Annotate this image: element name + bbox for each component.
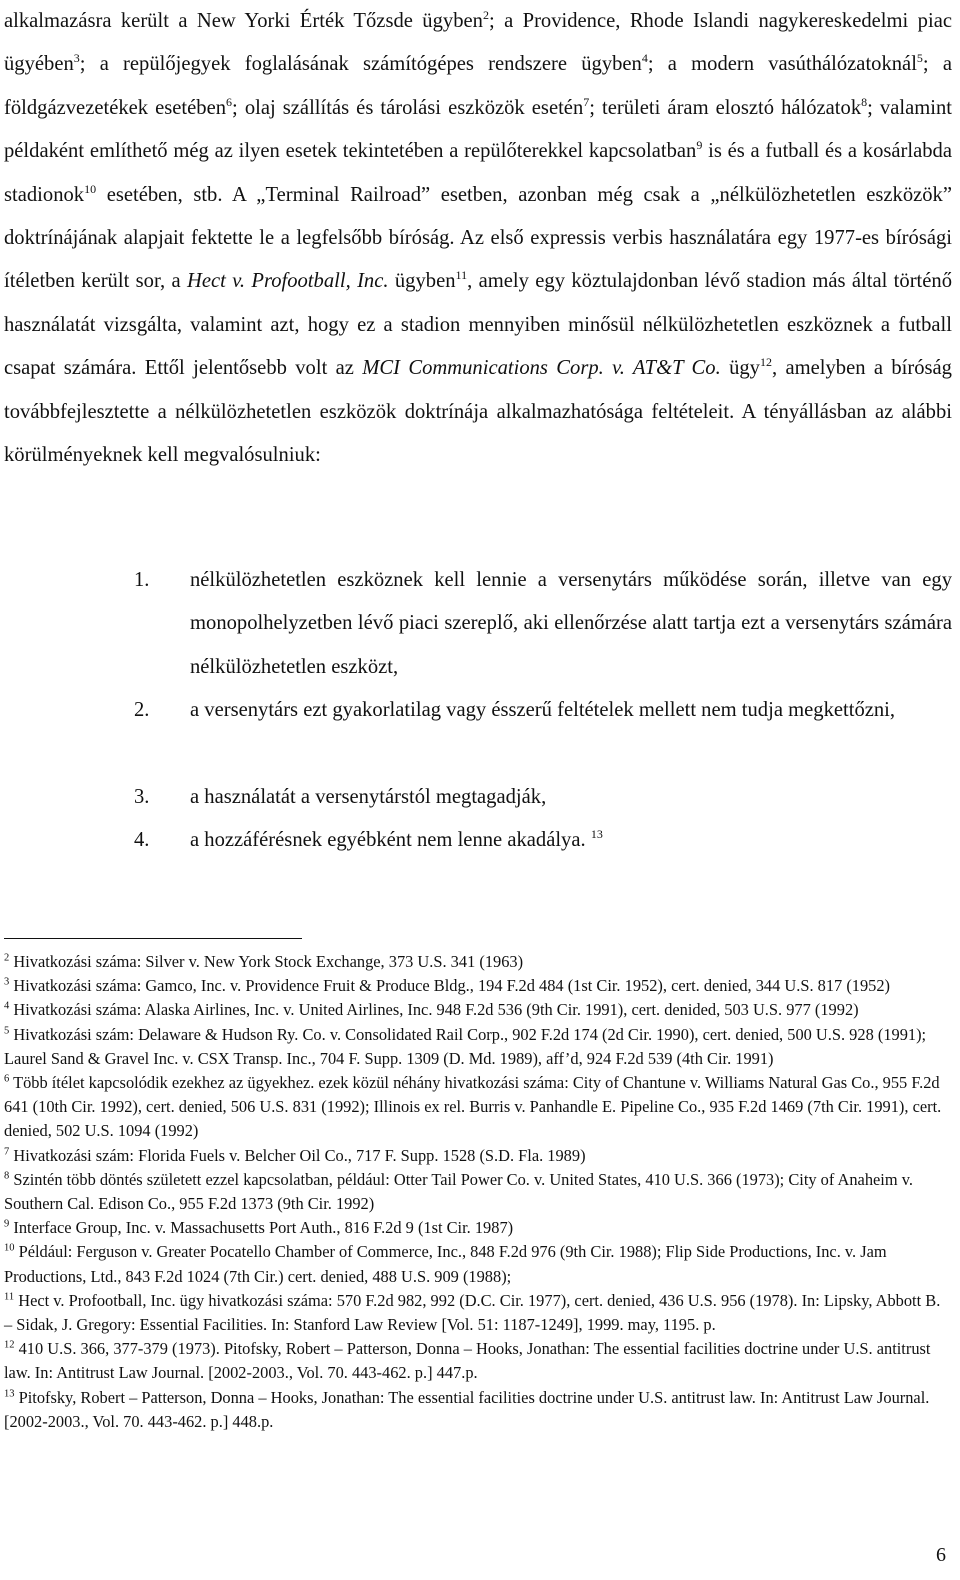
list-text <box>190 819 952 862</box>
footnote-ref[interactable]: 9 <box>696 138 703 153</box>
footnote-number: 2 <box>4 952 10 964</box>
footnote <box>4 1144 952 1168</box>
footnote <box>4 998 952 1022</box>
footnote-ref[interactable]: 10 <box>84 181 97 196</box>
footnote-number: 10 <box>4 1242 15 1254</box>
footnote-number: 9 <box>4 1218 10 1230</box>
list-text-run: a hozzáférésnek egyébként nem lenne akadálya. <box>190 829 586 851</box>
footnote-text: Hivatkozási száma: Alaska Airlines, Inc. v. United Airlines, Inc. 948 F.2d 536 (9th Cir. 1991), cert. denided, 503 U.S. 977 (1992) <box>13 1000 859 1020</box>
text-run: ügy <box>720 357 760 380</box>
text-run: ; olaj szállítás és tárolási eszközök esetén <box>232 96 584 119</box>
text-run: ; a repülőjegyek foglalásának számítógépes rendszere ügyben <box>79 53 642 76</box>
text-run: is és a futball és a kosárlabda stadionok <box>4 140 952 206</box>
footnote-text: Szintén több döntés született ezzel kapcsolatban, például: Otter Tail Power Co. v. United States, 410 U.S. 366 (1973); City of Anaheim v. Southern Cal. Edison Co., 955 F.2d 1373 (9th Cir. 1992) <box>4 1169 913 1214</box>
footnote-number: 13 <box>4 1388 15 1400</box>
text-run: ; valamint példaként említhető még az ilyen esetek tekintetében a repülőterekkel kapcsolatban <box>4 96 952 163</box>
main-paragraph <box>4 0 952 477</box>
case-name: Hect v. Profootball, Inc. <box>187 270 389 293</box>
footnote <box>4 974 952 998</box>
footnote-ref[interactable]: 8 <box>861 94 868 109</box>
footnote-text: Hivatkozási szám: Florida Fuels v. Belcher Oil Co., 717 F. Supp. 1528 (S.D. Fla. 1989) <box>13 1145 586 1165</box>
footnote-ref[interactable]: 3 <box>73 51 80 66</box>
footnote-number: 7 <box>4 1146 10 1158</box>
footnote-number: 12 <box>4 1339 15 1351</box>
list-text: a versenytárs ezt gyakorlatilag vagy ésszerű feltételek mellett nem tudja megkettőzni, <box>190 699 896 721</box>
footnote <box>4 1289 952 1337</box>
footnote-separator <box>4 938 302 939</box>
footnote <box>4 1337 952 1385</box>
footnote-text: Például: Ferguson v. Greater Pocatello Chamber of Commerce, Inc., 848 F.2d 976 (9th Cir. 1988); Flip Side Productions, Inc. v. Jam Productions, Ltd., 843 F.2d 1024 (7th Cir.) cert. denied, 488 U.S. 909 (1988); <box>4 1242 887 1286</box>
footnote-text: Interface Group, Inc. v. Massachusetts Port Auth., 816 F.2d 9 (1st Cir. 1987) <box>13 1218 514 1238</box>
footnote-number: 5 <box>4 1025 10 1037</box>
text-run: ; a modern vasúthálózatoknál <box>647 53 917 76</box>
list-number: 3. <box>134 786 150 808</box>
footnote <box>4 1023 952 1071</box>
list-text: nélkülözhetetlen eszköznek kell lennie a versenytárs működése során, illetve van egy monopolhelyzetben lévő piaci szereplő, aki ellenőrzése alatt tartja ezt a versenytárs számára nélkülözhetetlen eszközt, <box>190 569 952 678</box>
body-paragraph <box>4 0 952 477</box>
text-run: ; területi áram elosztó hálózatok <box>589 96 862 119</box>
footnote-number: 3 <box>4 976 10 988</box>
footnote <box>4 1216 952 1240</box>
footnotes <box>4 950 952 1434</box>
footnote-number: 8 <box>4 1170 10 1182</box>
footnote-text: Pitofsky, Robert – Patterson, Donna – Hooks, Jonathan: The essential facilities doctrine under U.S. antitrust law. In: Antitrust Law Journal. [2002-2003., Vol. 70. 443-462. p.] 448.p. <box>4 1387 930 1431</box>
footnote <box>4 1386 952 1434</box>
footnote-ref[interactable]: 6 <box>226 94 233 109</box>
footnote-ref[interactable]: 11 <box>455 268 468 283</box>
footnote-ref[interactable]: 4 <box>641 51 648 66</box>
footnote-ref[interactable]: 13 <box>590 827 603 842</box>
footnote <box>4 1071 952 1144</box>
footnote-ref[interactable]: 2 <box>482 8 489 23</box>
footnote-text: 410 U.S. 366, 377-379 (1973). Pitofsky, Robert – Patterson, Donna – Hooks, Jonathan: The essential facilities doctrine under U.S. antitrust law. In: Antitrust Law Journal. [2002-2003., Vol. 70. 443-462. p.] 447.p. <box>4 1339 931 1383</box>
text-run: ; a földgázvezetékek esetében <box>4 53 952 119</box>
page-number: 6 <box>936 1544 946 1566</box>
text-run: , amely egy köztulajdonban lévő stadion más által történő használatát vizsgálta, valamint azt, hogy ez a stadion mennyiben minősül nélkülözhetetlen eszköznek a futball csapat számára. Ettől jelentősebb volt az <box>4 270 953 380</box>
text-run: alkalmazásra került a New Yorki Érték Tőzsde ügyben <box>4 10 483 32</box>
footnote-text: Hivatkozási száma: Gamco, Inc. v. Providence Fruit & Produce Bldg., 194 F.2d 484 (1st Cir. 1952), cert. denied, 344 U.S. 817 (1952) <box>13 976 891 996</box>
footnote-ref[interactable]: 7 <box>583 94 590 109</box>
text-run: , amelyben a bíróság továbbfejlesztette a nélkülözhetetlen eszközök doktrínája alkalmazhatósága feltételeit. A tényállásban az alábbi körülményeknek kell megvalósulniuk: <box>4 357 952 467</box>
case-name: MCI Communications Corp. v. AT&T Co. <box>362 357 721 380</box>
footnote <box>4 1168 952 1216</box>
footnote-number: 11 <box>4 1291 15 1303</box>
footnote-ref[interactable]: 5 <box>916 51 923 66</box>
text-run: ügyben <box>388 270 456 293</box>
list-number: 2. <box>134 699 150 721</box>
list-text: a használatát a versenytárstól megtagadják, <box>190 786 547 808</box>
footnote-text: Hect v. Profootball, Inc. ügy hivatkozási száma: 570 F.2d 982, 992 (D.C. Cir. 1977), cert. denied, 436 U.S. 956 (1978). In: Lipsky, Abbott B. – Sidak, J. Gregory: Essential Facilities. In: Stanford Law Review [Vol. 51: 1187-1249], 1999. may, 1195. p. <box>4 1290 941 1335</box>
list-number: 1. <box>134 569 150 591</box>
footnote-text: Hivatkozási szám: Delaware & Hudson Ry. Co. v. Consolidated Rail Corp., 902 F.2d 174 (2d Cir. 1990), cert. denied, 500 U.S. 928 (1991); Laurel Sand & Gravel Inc. v. CSX Transp. Inc., 704 F. Supp. 1309 (D. Md. 1989), aff’d, 924 F.2d 539 (4th Cir. 1991) <box>4 1024 927 1068</box>
footnote-ref[interactable]: 12 <box>759 355 772 370</box>
footnote-number: 6 <box>4 1073 10 1085</box>
footnote-text: Hivatkozási száma: Silver v. New York Stock Exchange, 373 U.S. 341 (1963) <box>13 952 524 971</box>
list-number: 4. <box>134 829 150 851</box>
text-run: esetében, stb. A „Terminal Railroad” esetben, azonban még csak a „nélkülözhetetlen eszközök” doktrínájának alapjait fektette le a legfelsőbb bíróság. Az első expressis verbis használatára egy 1977-es bírósági ítéletben került sor, a <box>4 183 952 293</box>
footnote <box>4 950 952 974</box>
footnote-text: Több ítélet kapcsolódik ezekhez az ügyekhez. ezek közül néhány hivatkozási száma: City of Chantune v. Williams Natural Gas Co., 955 F.2d 641 (10th Cir. 1992), cert. denied, 506 U.S. 831 (1992); Illinois ex rel. Burris v. Panhandle E. Pipeline Co., 935 F.2d 1469 (7th Cir. 1991), cert. denied, 502 U.S. 1094 (1992) <box>4 1073 942 1141</box>
footnote <box>4 1240 952 1288</box>
footnote-number: 4 <box>4 1000 10 1012</box>
text-run: ; a Providence, Rhode Islandi nagykereskedelmi piac ügyében <box>4 10 952 76</box>
